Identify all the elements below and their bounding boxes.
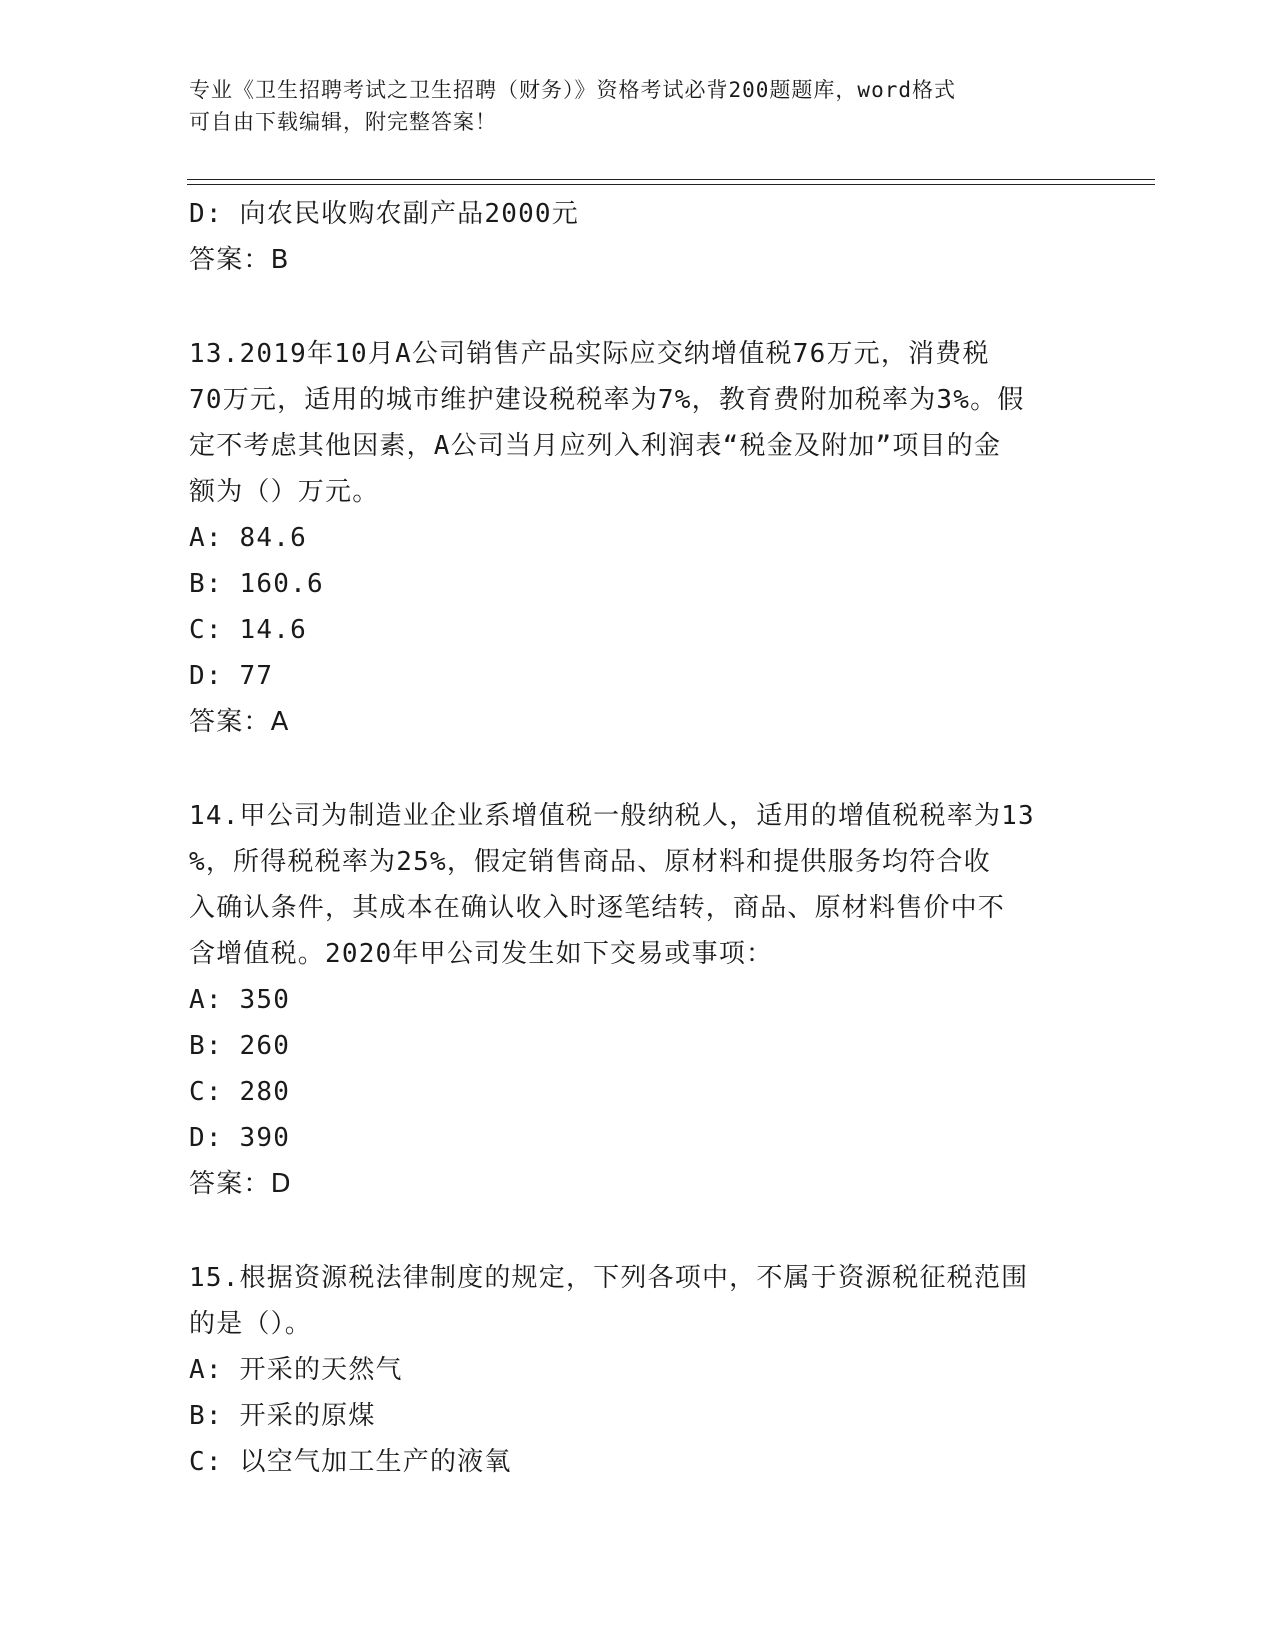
question-14-option-a: A: 350 — [189, 985, 291, 1015]
question-15 — [189, 1255, 1089, 1485]
question-13-option-b: B: 160.6 — [189, 569, 324, 599]
question-14-option-b: B: 260 — [189, 1031, 291, 1061]
header-rule-top — [187, 179, 1155, 180]
header-line-2: 可自由下载编辑，附完整答案！ — [189, 110, 497, 134]
question-13-stem-line-3: 定不考虑其他因素，A公司当月应列入利润表“税金及附加”项目的金 — [189, 431, 1002, 461]
question-14-answer: 答案：D — [189, 1169, 292, 1199]
spacer — [189, 1207, 1089, 1255]
question-14 — [189, 793, 1089, 1207]
prev-option-d: D: 向农民收购农副产品2000元 — [189, 199, 579, 229]
question-14-option-d: D: 390 — [189, 1123, 291, 1153]
question-14-option-c: C: 280 — [189, 1077, 291, 1107]
question-14-stem-line-2: %，所得税税率为25%，假定销售商品、原材料和提供服务均符合收 — [189, 847, 991, 877]
question-15-option-b: B: 开采的原煤 — [189, 1401, 376, 1431]
header-rule-bottom — [187, 184, 1155, 185]
question-13-option-c: C: 14.6 — [189, 615, 307, 645]
prev-answer: 答案：B — [189, 245, 290, 275]
question-15-stem-line-2: 的是（）。 — [189, 1309, 313, 1339]
question-15-option-a: A: 开采的天然气 — [189, 1355, 403, 1385]
question-14-stem-line-3: 入确认条件，其成本在确认收入时逐笔结转，商品、原材料售价中不 — [189, 893, 1006, 923]
question-13-stem-line-1: 13.2019年10月A公司销售产品实际应交纳增值税76万元，消费税 — [189, 339, 990, 369]
question-13-option-a: A: 84.6 — [189, 523, 307, 553]
question-15-stem-line-1: 15.根据资源税法律制度的规定，下列各项中，不属于资源税征税范围 — [189, 1263, 1029, 1293]
question-13-answer: 答案：A — [189, 707, 290, 737]
question-13-stem-line-4: 额为（）万元。 — [189, 477, 380, 507]
question-14-stem-line-1: 14.甲公司为制造业企业系增值税一般纳税人，适用的增值税税率为13 — [189, 801, 1035, 831]
question-14-stem-line-4: 含增值税。2020年甲公司发生如下交易或事项： — [189, 939, 774, 969]
question-13-stem-line-2: 70万元，适用的城市维护建设税税率为7%，教育费附加税率为3%。假 — [189, 385, 1025, 415]
spacer — [189, 745, 1089, 793]
spacer — [189, 283, 1089, 331]
document-header — [189, 74, 1069, 138]
header-line-1: 专业《卫生招聘考试之卫生招聘（财务）》资格考试必背200题题库，word格式 — [189, 78, 956, 102]
document-body — [189, 191, 1089, 1485]
question-13 — [189, 331, 1089, 745]
question-13-option-d: D: 77 — [189, 661, 274, 691]
question-15-option-c: C: 以空气加工生产的液氧 — [189, 1447, 512, 1477]
